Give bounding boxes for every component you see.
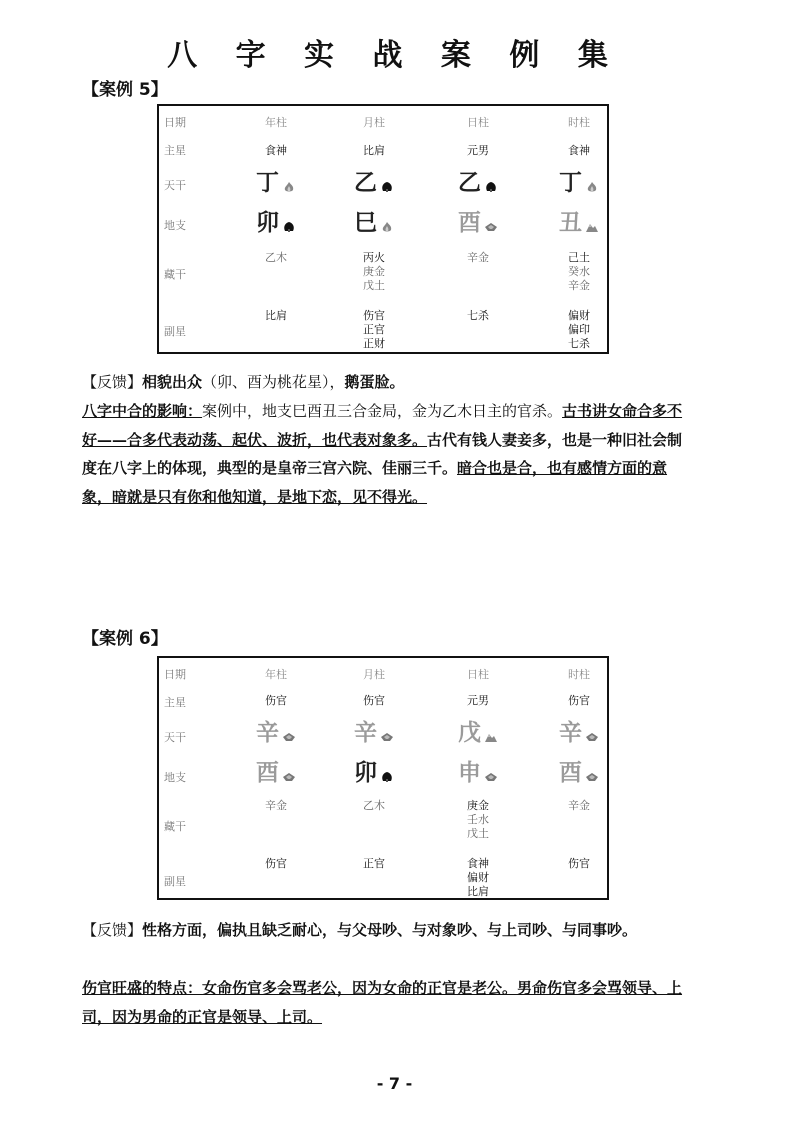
hidden-stems xyxy=(241,799,311,813)
row-label-heaven-stem: 天干 xyxy=(164,731,186,744)
sub-star-item: 正官 xyxy=(363,857,385,870)
stem-character: 丁 xyxy=(559,170,582,196)
sub-stars xyxy=(443,309,513,323)
heaven-stem xyxy=(544,172,614,195)
hidden-stems xyxy=(544,799,614,813)
main-star: 元男 xyxy=(467,144,489,157)
hidden-stem-item: 庚金 xyxy=(363,265,385,278)
hidden-stems xyxy=(339,251,409,293)
sub-star-item: 七杀 xyxy=(568,337,590,350)
earth-branch xyxy=(443,762,513,785)
pillar-header: 月柱 xyxy=(363,668,385,681)
branch-character: 卯 xyxy=(256,210,279,236)
main-star: 比肩 xyxy=(363,144,385,157)
hidden-stems xyxy=(544,251,614,293)
sub-star-item: 食神 xyxy=(467,857,489,870)
sub-star-item: 偏财 xyxy=(568,309,590,322)
stem-character: 辛 xyxy=(354,720,377,746)
metal-icon xyxy=(380,728,394,740)
sub-star-item: 七杀 xyxy=(467,309,489,322)
branch-character: 酉 xyxy=(458,210,481,236)
stem-character: 戊 xyxy=(458,720,481,746)
earth-branch xyxy=(339,762,409,785)
stem-character: 辛 xyxy=(559,720,582,746)
row-label-sub-star: 副星 xyxy=(164,875,186,888)
row-label-earth-branch: 地支 xyxy=(164,219,186,232)
stem-character: 乙 xyxy=(458,170,481,196)
heaven-stem xyxy=(443,722,513,745)
row-label-date: 日期 xyxy=(164,116,186,129)
fire-icon xyxy=(380,218,394,230)
feedback-tag: 【反馈】 xyxy=(82,921,143,939)
branch-character: 酉 xyxy=(559,760,582,786)
hidden-stem-item: 乙木 xyxy=(265,251,287,264)
hidden-stem-item: 乙木 xyxy=(363,799,385,812)
analysis-label: 伤官旺盛的特点： xyxy=(82,979,203,997)
hidden-stem-item: 辛金 xyxy=(568,799,590,812)
hidden-stem-item: 壬水 xyxy=(467,813,489,826)
hidden-stem-item: 辛金 xyxy=(467,251,489,264)
earth-branch xyxy=(544,762,614,785)
wood-icon xyxy=(380,768,394,780)
heaven-stem xyxy=(339,172,409,195)
row-label-hidden-stem: 藏干 xyxy=(164,820,186,833)
hidden-stem-item: 辛金 xyxy=(568,279,590,292)
earth-branch xyxy=(443,212,513,235)
main-star: 元男 xyxy=(467,694,489,707)
stem-character: 丁 xyxy=(256,170,279,196)
earth-icon xyxy=(484,728,498,740)
wood-icon xyxy=(484,178,498,190)
earth-icon xyxy=(585,218,599,230)
case-6-analysis: 伤官旺盛的特点：女命伤官多会骂老公，因为女命的正官是老公。男命伤官多会骂领导、上司，因为男命的正官是领导、上司。 xyxy=(82,979,683,1026)
sub-star-item: 比肩 xyxy=(467,885,489,898)
branch-character: 丑 xyxy=(559,210,582,236)
case-5-bazi-table xyxy=(157,104,609,354)
pillar-header: 日柱 xyxy=(467,668,489,681)
case-6-feedback: 【反馈】性格方面，偏执且缺乏耐心，与父母吵、与对象吵、与上司吵、与同事吵。 xyxy=(82,921,638,939)
hidden-stems xyxy=(339,799,409,813)
wood-icon xyxy=(380,178,394,190)
main-star: 食神 xyxy=(265,144,287,157)
earth-branch xyxy=(339,212,409,235)
sub-star-item: 伤官 xyxy=(363,309,385,322)
metal-icon xyxy=(585,728,599,740)
sub-stars xyxy=(241,309,311,323)
pillar-header: 日柱 xyxy=(467,116,489,129)
page-title: 八 字 实 战 案 例 集 xyxy=(167,38,622,73)
stem-character: 乙 xyxy=(354,170,377,196)
pillar-header: 年柱 xyxy=(265,116,287,129)
metal-icon xyxy=(282,768,296,780)
branch-character: 卯 xyxy=(354,760,377,786)
main-star: 伤官 xyxy=(568,694,590,707)
metal-icon xyxy=(282,728,296,740)
fire-icon xyxy=(282,178,296,190)
metal-icon xyxy=(585,768,599,780)
sub-stars xyxy=(339,309,409,351)
heaven-stem xyxy=(544,722,614,745)
hidden-stems xyxy=(443,799,513,841)
hidden-stem-item: 戊土 xyxy=(467,827,489,840)
sub-star-item: 正财 xyxy=(363,337,385,350)
hidden-stems xyxy=(241,251,311,265)
hidden-stems xyxy=(443,251,513,265)
row-label-sub-star: 副星 xyxy=(164,325,186,338)
sub-star-item: 偏印 xyxy=(568,323,590,336)
hidden-stem-item: 癸水 xyxy=(568,265,590,278)
sub-star-item: 偏财 xyxy=(467,871,489,884)
main-star: 伤官 xyxy=(265,694,287,707)
hidden-stem-item: 己土 xyxy=(568,251,590,264)
metal-icon xyxy=(484,218,498,230)
heaven-stem xyxy=(241,722,311,745)
row-label-date: 日期 xyxy=(164,668,186,681)
heaven-stem xyxy=(241,172,311,195)
hidden-stem-item: 戊土 xyxy=(363,279,385,292)
page-number: - 7 - xyxy=(376,1074,413,1093)
row-label-hidden-stem: 藏干 xyxy=(164,268,186,281)
sub-star-item: 伤官 xyxy=(265,857,287,870)
sub-stars xyxy=(544,309,614,351)
earth-branch xyxy=(241,212,311,235)
sub-star-item: 正官 xyxy=(363,323,385,336)
sub-stars xyxy=(544,857,614,871)
analysis-label: 八字中合的影响： xyxy=(82,402,203,420)
sub-star-item: 伤官 xyxy=(568,857,590,870)
sub-star-item: 比肩 xyxy=(265,309,287,322)
pillar-header: 月柱 xyxy=(363,116,385,129)
row-label-main-star: 主星 xyxy=(164,696,186,709)
sub-stars xyxy=(443,857,513,899)
case-5-analysis: 八字中合的影响：案例中，地支巳酉丑三合金局，金为乙木日主的官杀。古书讲女命合多不好——合多代表动荡、起伏、波折，也代表对象多。古代有钱人妻妾多，也是一种旧社会制度在八字上的体现，典型的是皇帝三宫六院、佳丽三千。暗合也是合，也有感情方面的意象，暗就是只有你和他知道，是地下恋，见不得光。 xyxy=(82,402,683,506)
heaven-stem xyxy=(339,722,409,745)
hidden-stem-item: 辛金 xyxy=(265,799,287,812)
hidden-stem-item: 丙火 xyxy=(363,251,385,264)
sub-stars xyxy=(339,857,409,871)
row-label-main-star: 主星 xyxy=(164,144,186,157)
row-label-heaven-stem: 天干 xyxy=(164,179,186,192)
earth-branch xyxy=(241,762,311,785)
hidden-stem-item: 庚金 xyxy=(467,799,489,812)
main-star: 伤官 xyxy=(363,694,385,707)
earth-branch xyxy=(544,212,614,235)
case-5-feedback: 【反馈】相貌出众（卯、酉为桃花星），鹅蛋脸。 xyxy=(82,373,405,391)
pillar-header: 时柱 xyxy=(568,116,590,129)
heaven-stem xyxy=(443,172,513,195)
fire-icon xyxy=(585,178,599,190)
case-6-heading: 【案例 6】 xyxy=(82,629,168,649)
branch-character: 巳 xyxy=(354,210,377,236)
main-star: 食神 xyxy=(568,144,590,157)
case-6-bazi-table xyxy=(157,656,609,900)
branch-character: 申 xyxy=(458,760,481,786)
branch-character: 酉 xyxy=(256,760,279,786)
sub-stars xyxy=(241,857,311,871)
metal-icon xyxy=(484,768,498,780)
stem-character: 辛 xyxy=(256,720,279,746)
row-label-earth-branch: 地支 xyxy=(164,771,186,784)
pillar-header: 年柱 xyxy=(265,668,287,681)
wood-icon xyxy=(282,218,296,230)
case-5-heading: 【案例 5】 xyxy=(82,80,168,100)
feedback-tag: 【反馈】 xyxy=(82,373,143,391)
pillar-header: 时柱 xyxy=(568,668,590,681)
